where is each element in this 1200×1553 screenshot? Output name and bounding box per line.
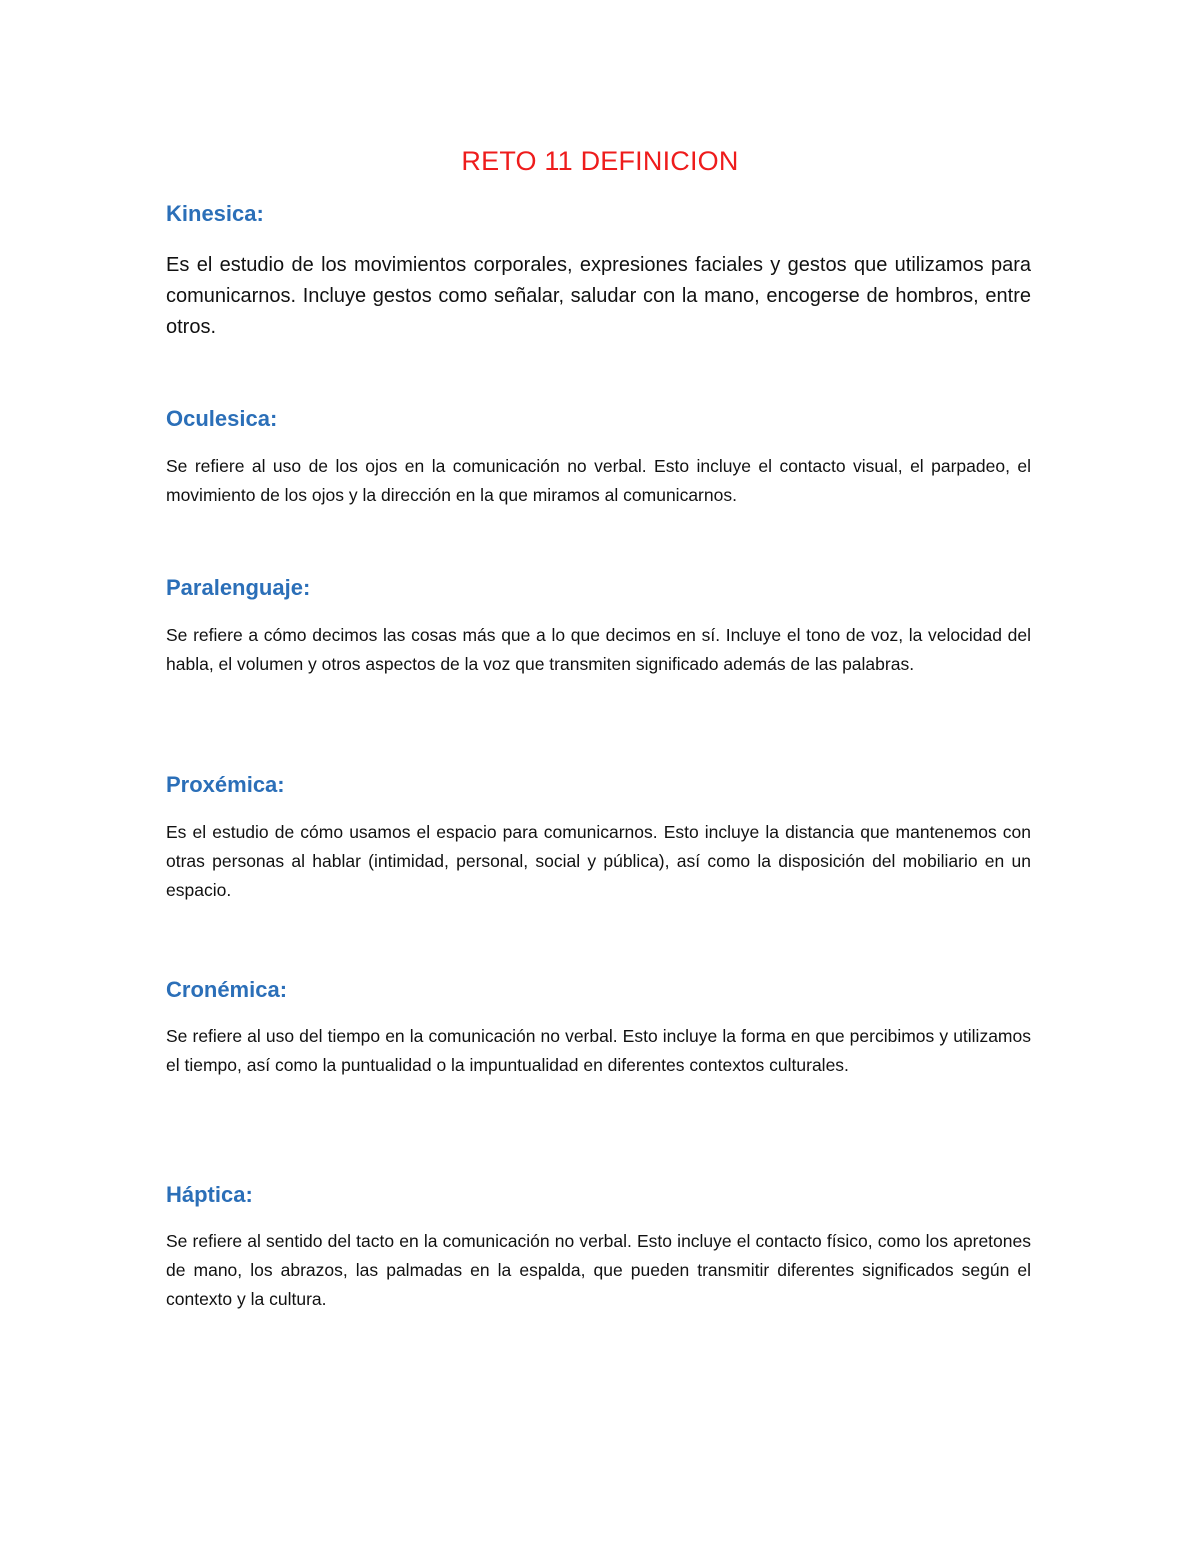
section-heading-kinesica: Kinesica: xyxy=(166,201,264,226)
section-body-kinesica: Es el estudio de los movimientos corporales, expresiones faciales y gestos que utilizamos para comunicarnos. Incluye gestos como señalar, saludar con la mano, encogerse de hombros, entre otros. xyxy=(166,254,1031,338)
section-body-haptica: Se refiere al sentido del tacto en la comunicación no verbal. Esto incluye el contacto físico, como los apretones de mano, los abrazos, las palmadas en la espalda, que pueden transmitir diferentes significados según el contexto y la cultura. xyxy=(166,1231,1031,1309)
section-body-oculesica: Se refiere al uso de los ojos en la comunicación no verbal. Esto incluye el contacto visual, el parpadeo, el movimiento de los ojos y la dirección en la que miramos al comunicarnos. xyxy=(166,456,1031,505)
section-heading-oculesica: Oculesica: xyxy=(166,406,278,431)
document-title: RETO 11 DEFINICION xyxy=(461,146,739,176)
section-heading-haptica: Háptica: xyxy=(166,1182,253,1207)
section-body-paralenguaje: Se refiere a cómo decimos las cosas más que a lo que decimos en sí. Incluye el tono de voz, la velocidad del habla, el volumen y otros aspectos de la voz que transmiten significado además de las palabras. xyxy=(166,625,1031,674)
section-heading-paralenguaje: Paralenguaje: xyxy=(166,575,311,600)
section-heading-proxemica: Proxémica: xyxy=(166,772,285,797)
section-body-cronemica: Se refiere al uso del tiempo en la comunicación no verbal. Esto incluye la forma en que percibimos y utilizamos el tiempo, así como la puntualidad o la impuntualidad en diferentes contextos culturales. xyxy=(166,1026,1031,1075)
section-body-proxemica: Es el estudio de cómo usamos el espacio para comunicarnos. Esto incluye la distancia que mantenemos con otras personas al hablar (intimidad, personal, social y pública), así como la disposición del mobiliario en un espacio. xyxy=(166,822,1031,900)
section-heading-cronemica: Cronémica: xyxy=(166,977,288,1002)
